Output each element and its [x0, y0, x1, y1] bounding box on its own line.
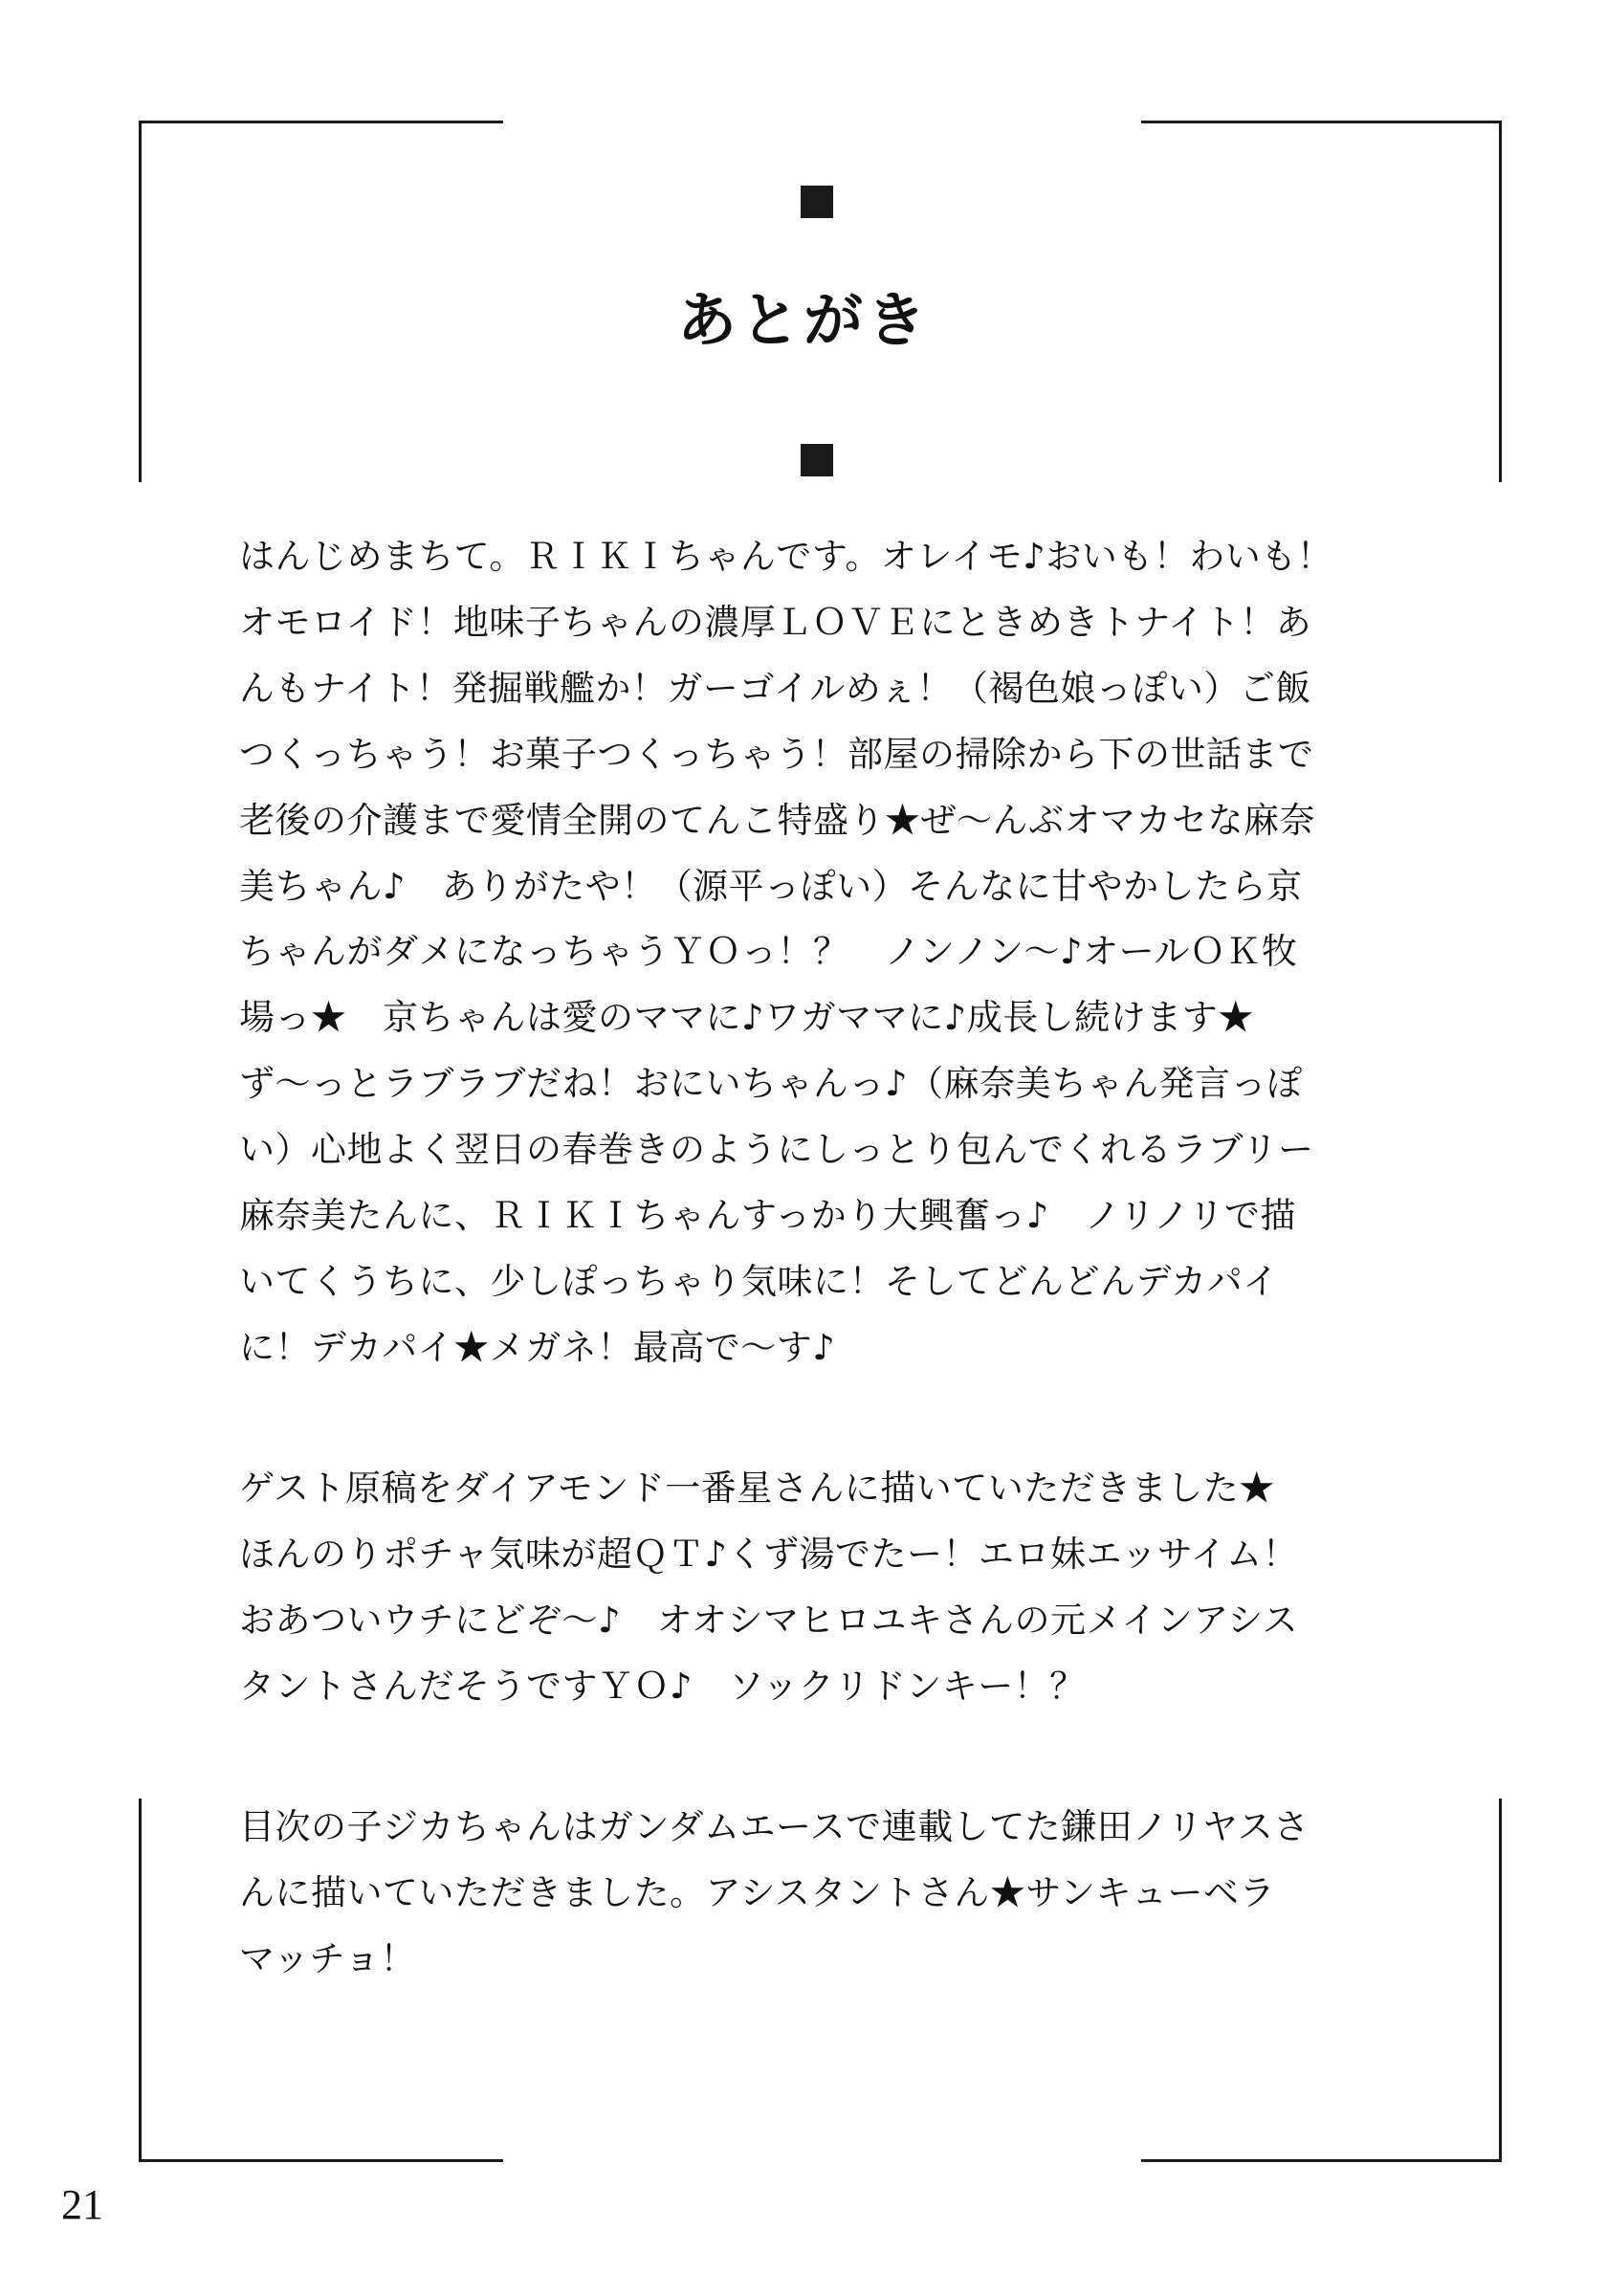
frame-corner-top-left [139, 121, 503, 482]
afterword-paragraph-2: ゲスト原稿をダイアモンド一番星さんに描いていただきました★ ほんのりポチャ気味が超ＱＴ♪くず湯でたー！エロ妹エッサイム！ おあついウチにどぞ〜♪ オオシマヒロユキさんの元メインアシス タントさんだそうですＹＯ♪ ソックリドンキー！？ [239, 1468, 1299, 1707]
afterword-paragraph-1: はんじめまちて。ＲＩＫＩちゃんです。オレイモ♪おいも！わいも！ オモロイド！地味子ちゃんの濃厚ＬＯＶＥにときめきトナイト！あ んもナイト！発掘戦艦か！ガーゴイルめぇ！（褐色娘っぽい）ご飯 つくっちゃう！お菓子つくっちゃう！部屋の掃除から下の世話まで 老後の介護まで愛情全開のてんこ特盛り★ぜ〜んぶオマカセな麻奈 美ちゃん♪ ありがたや！（源平っぽい）そんなに甘やかしたら京 ちゃんがダメになっちゃうＹＯっ！？ ノンノン〜♪オールＯＫ牧 場っ★ 京ちゃんは愛のママに♪ワガママに♪成長し続けます★ ず〜っとラブラブだね！おにいちゃんっ♪（麻奈美ちゃん発言っぽ い）心地よく翌日の春巻きのようにしっとり包んでくれるラブリー 麻奈美たんに、ＲＩＫＩちゃんすっかり大興奮っ♪ ノリノリで描 いてくうちに、少しぽっちゃり気味に！そしてどんどんデカパイ に！デカパイ★メガネ！最高で〜す♪ [239, 536, 1333, 1368]
frame-corner-top-right [1141, 121, 1502, 482]
afterword-paragraph-3: 目次の子ジカちゃんはガンダムエースで連載してた鎌田ノリヤスさ んに描いていただきました。アシスタントさん★サンキューベラ マッチョ！ [239, 1806, 1310, 1979]
page-title: あとがき [676, 285, 930, 355]
title-square-top-icon [801, 186, 833, 218]
title-square-bottom-icon [801, 444, 833, 476]
page-number: 21 [61, 2181, 103, 2228]
